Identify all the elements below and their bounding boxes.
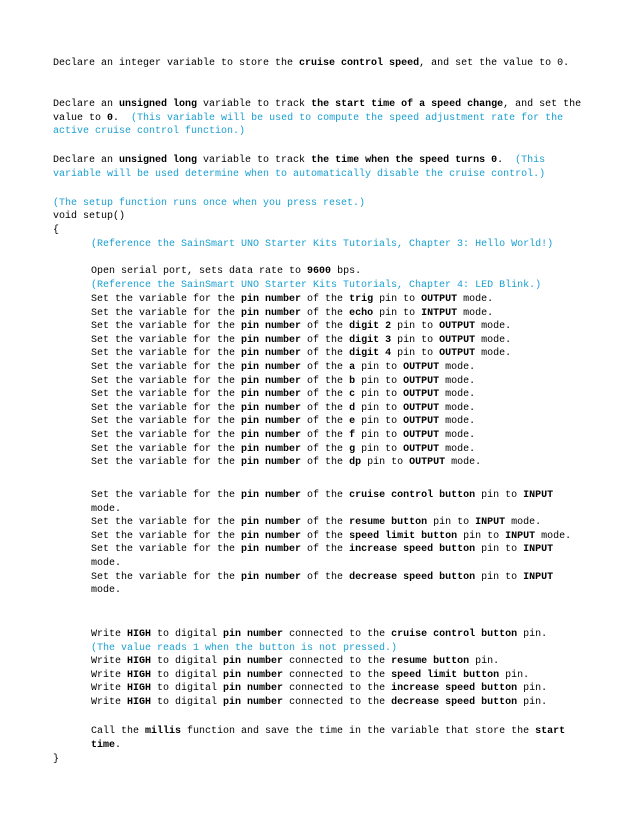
text-run: connected to the xyxy=(283,669,392,681)
text-run: pin. xyxy=(517,629,548,640)
text-run: . xyxy=(113,112,132,124)
text-run: variable to track xyxy=(197,155,312,166)
text-run: pin number xyxy=(241,307,302,319)
text-run: of the xyxy=(301,443,350,455)
text-run: mode. xyxy=(91,571,560,597)
text-run: Set the variable for the xyxy=(91,375,242,387)
text-run: INPUT xyxy=(475,517,506,529)
close-brace: } xyxy=(53,754,60,765)
text-run: OUTPUT xyxy=(403,443,440,455)
text-run: resume button xyxy=(391,656,470,668)
write-line xyxy=(91,696,585,710)
text-run: pin to xyxy=(373,294,422,305)
text-run: Set the variable for the xyxy=(91,571,242,583)
write-line xyxy=(91,628,585,642)
text-run: g xyxy=(349,443,356,455)
text-run: connected to the xyxy=(283,656,392,668)
text-run: OUTPUT xyxy=(409,457,446,469)
text-run: OUTPUT xyxy=(403,416,440,428)
text-run: Set the variable for the xyxy=(91,517,242,529)
text-run: pin to xyxy=(355,361,404,373)
text-run: pin number xyxy=(241,389,302,401)
text-run: pin number xyxy=(223,656,284,668)
text-run: INPUT xyxy=(523,544,554,556)
write-line xyxy=(91,682,585,696)
text-run: pin to xyxy=(361,457,410,469)
text-run: pin number xyxy=(241,361,302,373)
text-run: HIGH xyxy=(127,669,152,681)
text-run: mode. xyxy=(535,530,572,542)
text-run: trig xyxy=(349,294,374,305)
text-run: INPUT xyxy=(523,490,554,501)
pin-mode-list xyxy=(91,293,585,470)
pin-line xyxy=(91,415,585,429)
text-run: mode. xyxy=(505,517,542,529)
text-run: pin number xyxy=(241,490,302,501)
text-run: mode. xyxy=(91,544,560,569)
pin-line xyxy=(91,320,585,334)
text-run: pin to xyxy=(391,334,440,346)
text-run: to digital xyxy=(151,656,224,668)
text-run: pin. xyxy=(469,656,500,668)
text-run: OUTPUT xyxy=(439,321,476,333)
text-run: mode. xyxy=(457,307,494,319)
text-run: OUTPUT xyxy=(439,348,476,360)
text-run: speed limit button xyxy=(391,669,500,681)
setup-comment: (The setup function runs once when you press reset.) xyxy=(53,198,366,209)
text-run: Set the variable for the xyxy=(91,416,242,428)
text-run: pin to xyxy=(355,375,404,387)
comment-run: (This variable will be used to compute the speed adjustment rate for the active cruise control function.) xyxy=(53,112,570,138)
bold-run: 9600 xyxy=(307,266,332,277)
comment-chapter-4: (Reference the SainSmart UNO Starter Kits Tutorials, Chapter 4: LED Blink.) xyxy=(91,280,542,291)
text-run: pin number xyxy=(241,429,302,441)
button-pin-list xyxy=(91,489,585,598)
text-run: , and set the value to 0. xyxy=(419,58,570,69)
text-run: pin to xyxy=(373,307,422,319)
text-run: HIGH xyxy=(127,696,152,708)
bold-run: start time xyxy=(91,726,572,751)
text-run: digit 4 xyxy=(349,348,392,360)
open-brace: { xyxy=(53,225,60,236)
paragraph-zero-speed-time xyxy=(53,154,585,181)
pin-line xyxy=(91,571,585,598)
text-run: Set the variable for the xyxy=(91,307,242,319)
text-run: of the xyxy=(301,307,350,319)
text-run: pin number xyxy=(223,629,284,640)
paragraph-cruise-speed xyxy=(53,57,585,71)
text-run: pin to xyxy=(457,530,506,542)
text-run: echo xyxy=(349,307,374,319)
pin-line xyxy=(91,375,585,389)
text-run: of the xyxy=(301,294,350,305)
text-run: resume button xyxy=(349,517,428,529)
text-run: , and set the value to xyxy=(53,99,588,124)
write-high-list xyxy=(91,628,585,710)
text-run: mode. xyxy=(439,389,476,401)
bold-run: unsigned long xyxy=(119,99,198,110)
pin-line xyxy=(91,347,585,361)
text-run: mode. xyxy=(91,490,560,515)
text-run: function and save the time in the variable that store the xyxy=(181,726,536,737)
serial-port-line xyxy=(91,265,585,279)
text-run: cruise control button xyxy=(391,629,518,640)
text-run: cruise control button xyxy=(349,490,476,501)
text-run: of the xyxy=(301,348,350,360)
text-run: pin to xyxy=(355,416,404,428)
text-run: OUTPUT xyxy=(403,402,440,414)
text-run: pin number xyxy=(241,544,302,556)
text-run: OUTPUT xyxy=(403,429,440,441)
pin-line xyxy=(91,402,585,416)
setup-declaration: void setup() xyxy=(53,211,126,222)
text-run: decrease speed button xyxy=(391,696,518,708)
text-run: Declare an xyxy=(53,155,120,166)
text-run: Set the variable for the xyxy=(91,361,242,373)
text-run: Declare an integer variable to store the xyxy=(53,58,300,69)
text-run: Set the variable for the xyxy=(91,530,242,542)
text-run: of the xyxy=(301,321,350,333)
text-run: Set the variable for the xyxy=(91,389,242,401)
paragraph-start-time xyxy=(53,98,588,139)
pin-line xyxy=(91,456,585,470)
text-run: pin to xyxy=(475,571,524,583)
text-run: INPUT xyxy=(523,571,554,583)
text-run: increase speed button xyxy=(391,683,518,695)
text-run: pin number xyxy=(241,402,302,414)
text-run: Open serial port, sets data rate to xyxy=(91,266,308,277)
text-run: pin to xyxy=(355,402,404,414)
text-run: Set the variable for the xyxy=(91,443,242,455)
text-run: . xyxy=(115,739,122,751)
text-run: of the xyxy=(301,375,350,387)
text-run: Set the variable for the xyxy=(91,402,242,414)
text-run: pin number xyxy=(241,517,302,529)
text-run: connected to the xyxy=(283,629,392,640)
text-run: HIGH xyxy=(127,683,152,695)
text-run: pin to xyxy=(427,517,476,529)
text-run: OUTPUT xyxy=(439,334,476,346)
bold-run: cruise control speed xyxy=(299,58,420,69)
text-run: a xyxy=(349,361,356,373)
pin-line xyxy=(91,388,585,402)
text-run: Write xyxy=(91,629,128,640)
text-run: pin number xyxy=(241,530,302,542)
text-run: connected to the xyxy=(283,683,392,695)
text-run: of the xyxy=(301,389,350,401)
text-run: d xyxy=(349,402,356,414)
text-run: f xyxy=(349,429,356,441)
text-run: pin to xyxy=(355,389,404,401)
text-run: pin to xyxy=(391,321,440,333)
text-run: pin number xyxy=(241,334,302,346)
text-run: HIGH xyxy=(127,656,152,668)
comment-run: (This variable will be used determine when to automatically disable the cruise control.) xyxy=(53,155,552,180)
text-run: pin. xyxy=(517,696,548,708)
text-run: increase speed button xyxy=(349,544,476,556)
text-run: pin number xyxy=(241,348,302,360)
text-run: of the xyxy=(301,490,350,501)
text-run: Set the variable for the xyxy=(91,429,242,441)
pin-line xyxy=(91,543,585,570)
text-run: INTPUT xyxy=(421,307,458,319)
bold-run: 0 xyxy=(107,112,114,124)
text-run: pin to xyxy=(355,429,404,441)
text-run: mode. xyxy=(439,429,476,441)
text-run: speed limit button xyxy=(349,530,458,542)
text-run: digit 2 xyxy=(349,321,392,333)
text-run: mode. xyxy=(475,334,512,346)
text-run: digit 3 xyxy=(349,334,392,346)
text-run: of the xyxy=(301,361,350,373)
text-run: e xyxy=(349,416,356,428)
bold-run: the time when the speed turns 0 xyxy=(311,155,498,166)
pin-line xyxy=(91,293,585,307)
text-run: pin number xyxy=(241,321,302,333)
bold-run: unsigned long xyxy=(119,155,198,166)
text-run: OUTPUT xyxy=(403,389,440,401)
text-run: . xyxy=(497,155,516,166)
text-run: Set the variable for the xyxy=(91,457,242,469)
text-run: variable to track xyxy=(197,99,312,110)
text-run: of the xyxy=(301,571,350,583)
text-run: mode. xyxy=(439,416,476,428)
text-run: Write xyxy=(91,669,128,681)
pin-line xyxy=(91,530,585,544)
text-run: of the xyxy=(301,429,350,441)
text-run: pin number xyxy=(241,443,302,455)
text-run: mode. xyxy=(439,443,476,455)
text-run: pin number xyxy=(241,571,302,583)
text-run: of the xyxy=(301,402,350,414)
text-run: Set the variable for the xyxy=(91,348,242,360)
text-run: OUTPUT xyxy=(421,294,458,305)
text-run: b xyxy=(349,375,356,387)
text-run: OUTPUT xyxy=(403,361,440,373)
text-run: mode. xyxy=(475,321,512,333)
text-run: pin to xyxy=(475,490,524,501)
pin-line xyxy=(91,307,585,321)
text-run: INPUT xyxy=(505,530,536,542)
text-run: of the xyxy=(301,334,350,346)
text-run: Set the variable for the xyxy=(91,490,242,501)
text-run: mode. xyxy=(445,457,482,469)
text-run: mode. xyxy=(439,375,476,387)
millis-line xyxy=(91,725,585,752)
text-run: pin number xyxy=(223,683,284,695)
text-run: to digital xyxy=(151,629,224,640)
text-run: Set the variable for the xyxy=(91,544,242,556)
text-run: pin number xyxy=(241,294,302,305)
text-run: of the xyxy=(301,544,350,556)
text-run: dp xyxy=(349,457,362,469)
text-run: Write xyxy=(91,656,128,668)
text-run: pin number xyxy=(241,375,302,387)
text-run: to digital xyxy=(151,669,224,681)
pin-line xyxy=(91,429,585,443)
text-run: Write xyxy=(91,696,128,708)
text-run: mode. xyxy=(475,348,512,360)
text-run: pin to xyxy=(475,544,524,556)
pin-line xyxy=(91,334,585,348)
text-run: connected to the xyxy=(283,696,392,708)
text-run: Write xyxy=(91,683,128,695)
text-run: Call the xyxy=(91,726,146,737)
text-run: Declare an xyxy=(53,99,120,110)
text-run: pin number xyxy=(223,696,284,708)
text-run: pin to xyxy=(355,443,404,455)
text-run: of the xyxy=(301,530,350,542)
pin-line xyxy=(91,443,585,457)
pin-line xyxy=(91,361,585,375)
comment-chapter-3: (Reference the SainSmart UNO Starter Kits Tutorials, Chapter 3: Hello World!) xyxy=(91,239,554,250)
text-run: decrease speed button xyxy=(349,571,476,583)
text-run: Set the variable for the xyxy=(91,321,242,333)
text-run: Set the variable for the xyxy=(91,334,242,346)
text-run: of the xyxy=(301,416,350,428)
text-run: pin to xyxy=(391,348,440,360)
pin-line xyxy=(91,489,585,516)
text-run: mode. xyxy=(439,402,476,414)
text-run: mode. xyxy=(457,294,494,305)
text-run: pin number xyxy=(241,457,302,469)
text-run: c xyxy=(349,389,356,401)
text-run: mode. xyxy=(439,361,476,373)
text-run: pin. xyxy=(499,669,530,681)
text-run: bps. xyxy=(331,266,362,277)
text-run: HIGH xyxy=(127,629,152,640)
text-run: Set the variable for the xyxy=(91,294,242,305)
text-run: pin. xyxy=(517,683,548,695)
text-run: OUTPUT xyxy=(403,375,440,387)
write-line xyxy=(91,655,585,669)
pin-line xyxy=(91,516,585,530)
write-line xyxy=(91,669,585,683)
text-run: pin number xyxy=(241,416,302,428)
bold-run: millis xyxy=(145,726,182,737)
text-run: pin number xyxy=(223,669,284,681)
write-comment: (The value reads 1 when the button is not pressed.) xyxy=(91,642,398,654)
text-run: of the xyxy=(301,517,350,529)
text-run: to digital xyxy=(151,683,224,695)
text-run: to digital xyxy=(151,696,224,708)
text-run: of the xyxy=(301,457,350,469)
bold-run: the start time of a speed change xyxy=(311,99,504,110)
